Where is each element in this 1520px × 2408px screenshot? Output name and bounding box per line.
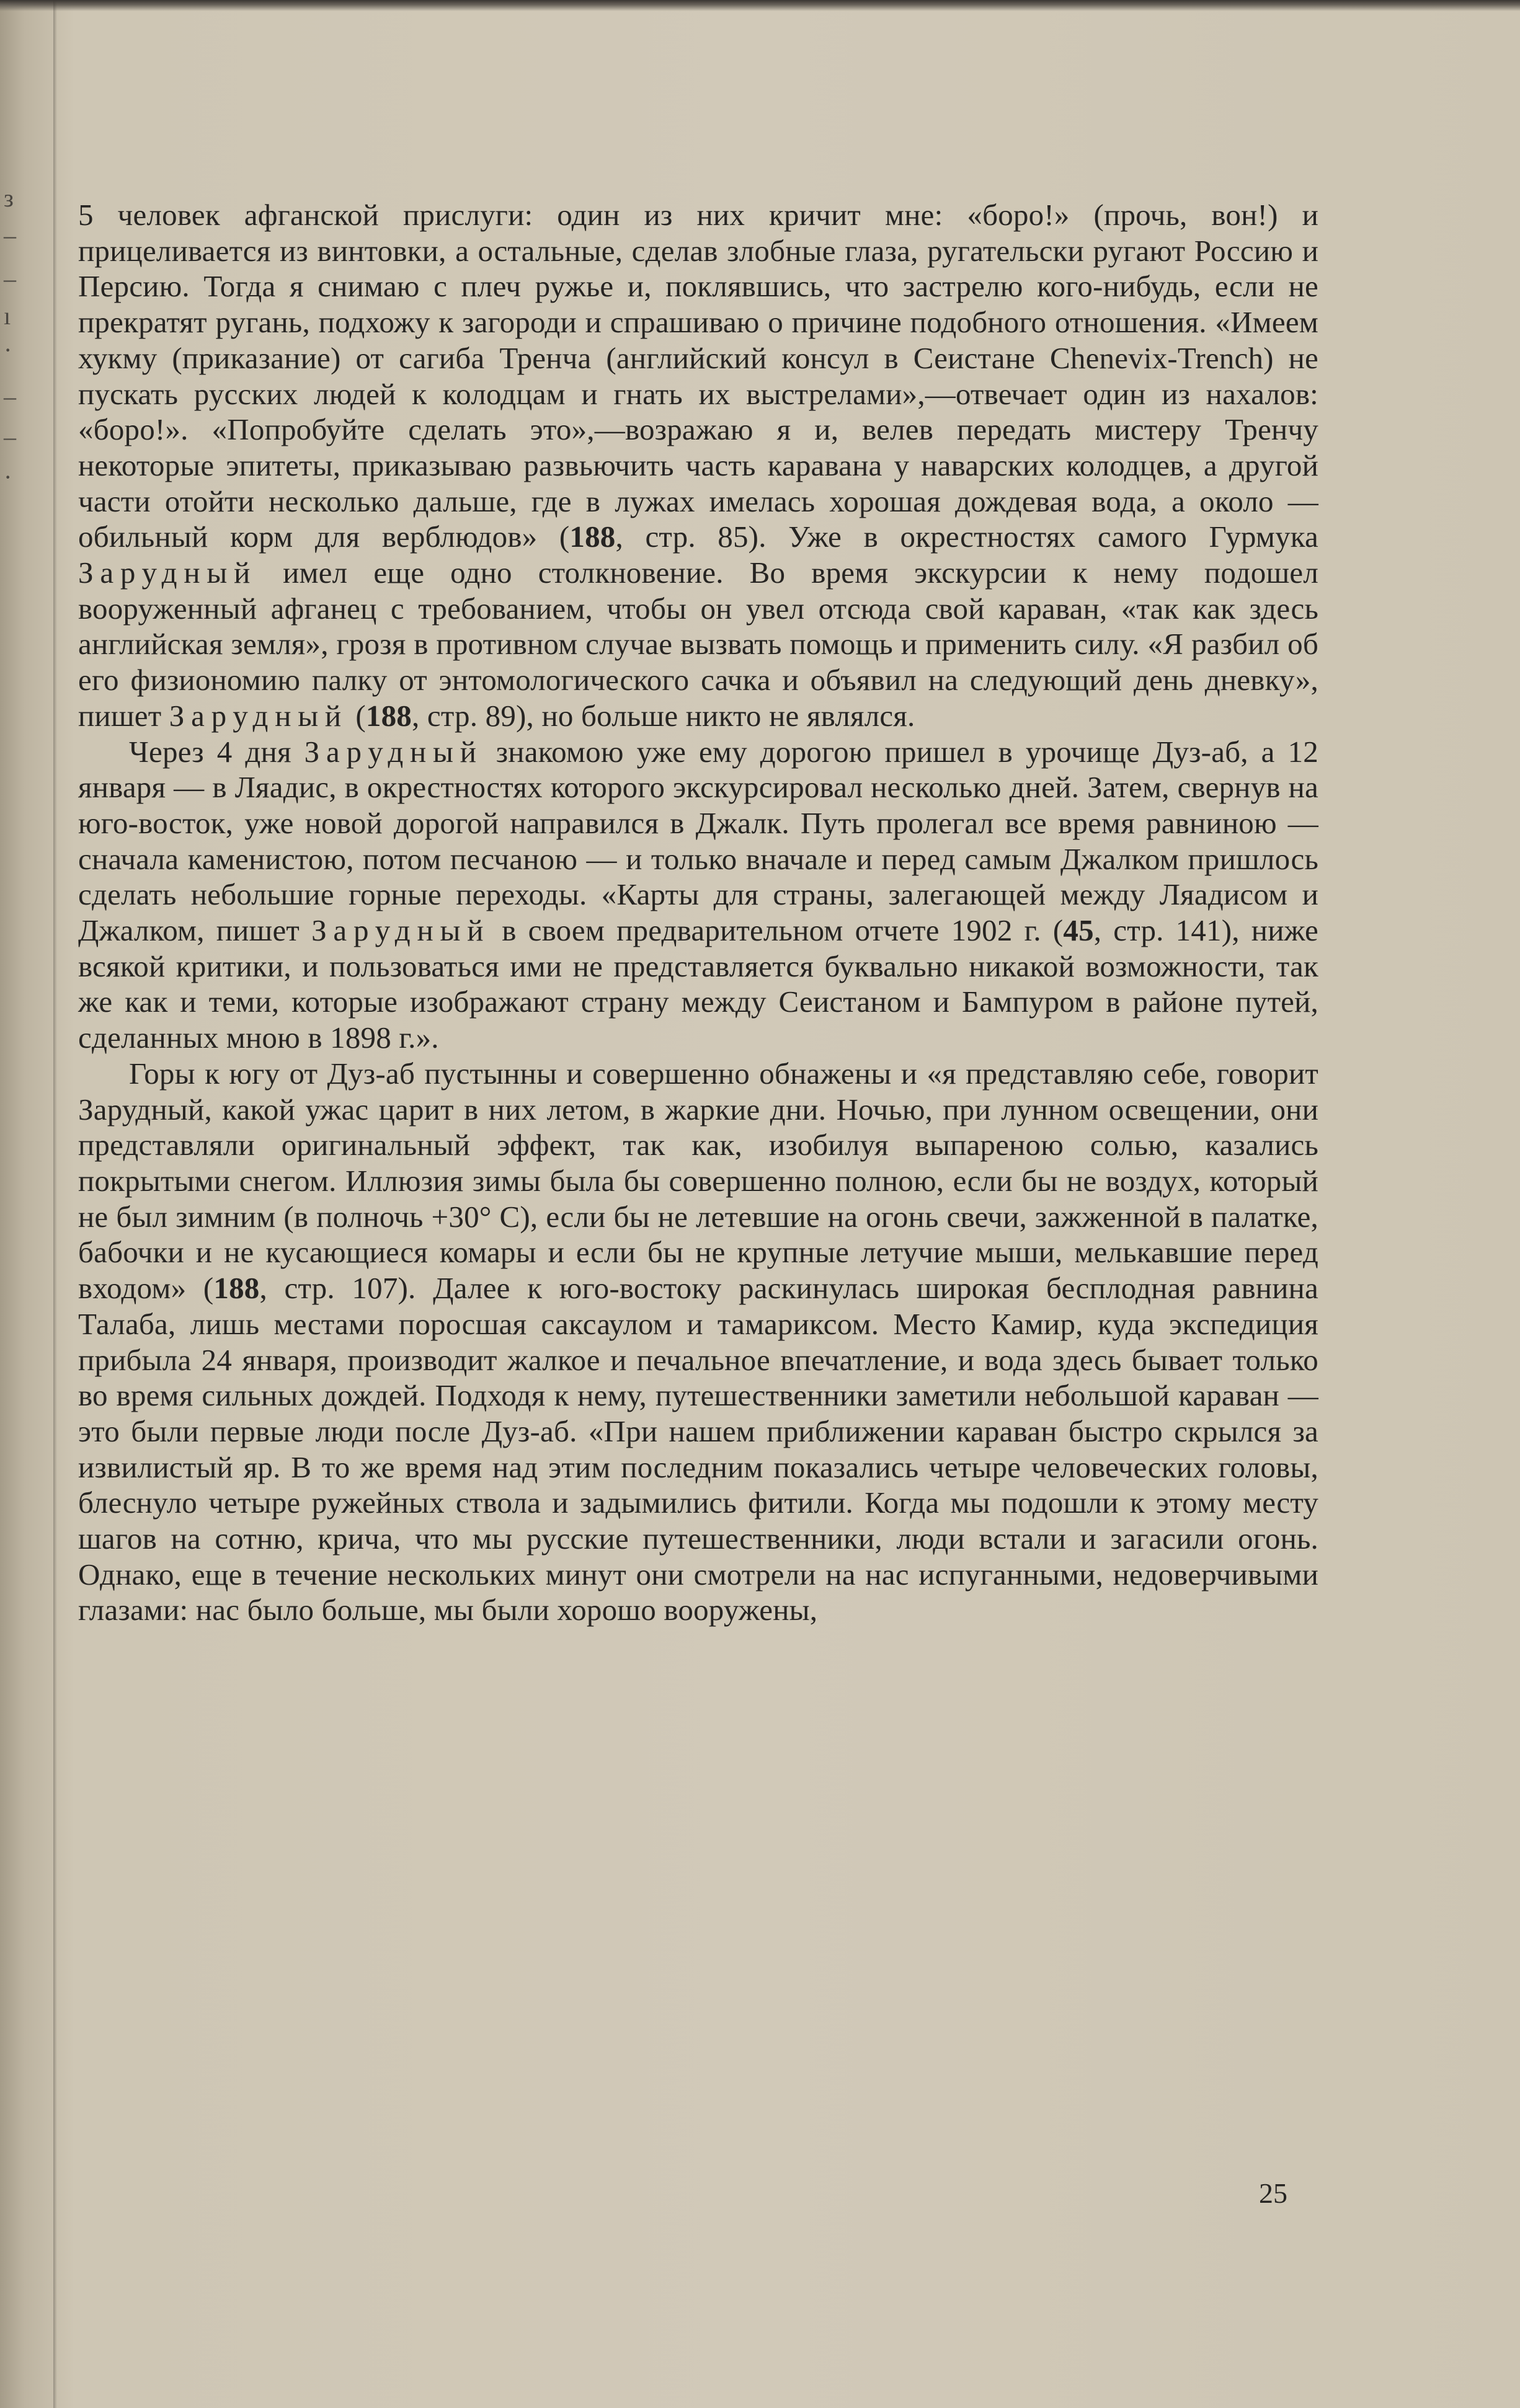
margin-mark: ·: [4, 336, 12, 364]
page-gutter-fold: [53, 0, 57, 2408]
text-run: , стр. 89), но больше никто не являлся.: [411, 698, 915, 733]
margin-mark: ·: [4, 463, 12, 491]
citation-number: 45: [1063, 913, 1094, 948]
body-text: [78, 197, 1318, 1628]
spaced-name: Зарудный: [304, 734, 483, 769]
text-run: , стр. 85). Уже в окрестностях самого Гурмука: [615, 520, 1318, 554]
margin-mark: –: [4, 265, 16, 293]
text-run: в своем предварительном отчете 1902 г. (: [490, 913, 1064, 948]
text-run: 5 человек афганской прислуги: один из них кричит мне: «боро!» (прочь, вон!) и прицеливается из винтовки, а остальные, сделав злобные глаза, ругательски ругают Россию и Персию. Тогда я снимаю с плеч ружье и, поклявшись, что застрелю кого-нибудь, если не прекратят ругань, подхожу к загороди и спрашиваю о причине подобного отношения. «Имеем хукму (приказание) от сагиба Тренча (английский консул в Сеистане Chenevix-Trench) не пускать русских людей к колодцам и гнать их выстрелами»,—отвечает один из нахалов: «боро!». «Попробуйте сделать это»,—возражаю я и, велев передать мистеру Тренчу некоторые эпитеты, приказываю развьючить часть каравана у наварских колодцев, а другой части отойти несколько дальше, где в лужах имелась хорошая дождевая вода, а около — обильный корм для верблюдов» (: [78, 198, 1318, 554]
page-top-edge-shadow: [0, 0, 1520, 11]
margin-mark: –: [4, 423, 16, 451]
text-run: , стр. 107). Далее к юго-востоку раскинулась широкая бесплодная равнина Талаба, лишь местами поросшая саксаулом и тамариксом. Место Камир, куда экспедиция прибыла 24 января, производит жалкое и печальное впечатление, и вода здесь бывает только во время сильных дождей. Подходя к нему, путешественники заметили небольшой караван — это были первые люди после Дуз-аб. «При нашем приближении караван быстро скрылся за извилистый яр. В то же время над этим последним показались четыре человеческих головы, блеснуло четыре ружейных ствола и задымились фитили. Когда мы подошли к этому месту шагов на сотню, крича, что мы русские путешественники, люди встали и загасили огонь. Однако, еще в течение нескольких минут они смотрели на нас испуганными, недоверчивыми глазами: нас было больше, мы были хорошо вооружены,: [78, 1271, 1318, 1627]
paragraph: [78, 1056, 1318, 1628]
spaced-name: Зарудный: [78, 556, 257, 590]
text-run: (: [347, 698, 366, 733]
text-run: имел еще одно столкновение. Во время экскурсии к нему подошел вооруженный афганец с требованием, чтобы он увел отсюда свой караван, «так как здесь английская земля», грозя в противном случае вызвать помощь и применить силу. «Я разбил об его физиономию палку от энтомологического сачка и объявил на следующий день дневку», пишет: [78, 556, 1318, 733]
text-run: , стр. 141), ниже всякой критики, и пользоваться ими не представляется буквально никакой возможности, так же как и теми, которые изображают страну между Сеистаном и Бампуром в районе путей, сделанных мною в 1898 г.».: [78, 913, 1318, 1055]
paragraph: [78, 197, 1318, 734]
margin-mark: ı: [4, 302, 11, 330]
page-number: 25: [1259, 2177, 1287, 2209]
text-run: Горы к югу от Дуз-аб пустынны и совершенно обнажены и «я представляю себе, говорит Зарудный, какой ужас царит в них летом, в жаркие дни. Ночью, при лунном освещении, они представляли оригинальный эффект, так как, изобилуя выпареною солью, казались покрытыми снегом. Иллюзия зимы была бы совершенно полною, если бы не воздух, который не был зимним (в полночь +30° С), если бы не летевшие на огонь свечи, зажженной в палатке, бабочки и не кусающиеся комары и если бы не крупные летучие мыши, мелькавшие перед входом» (: [78, 1056, 1318, 1306]
text-run: Через 4 дня: [129, 734, 304, 769]
citation-number: 188: [213, 1271, 260, 1306]
citation-number: 188: [569, 520, 616, 554]
spaced-name: Зарудный: [169, 698, 348, 733]
margin-mark: –: [4, 383, 16, 410]
spaced-name: Зарудный: [311, 913, 491, 948]
margin-mark: –: [4, 221, 16, 249]
margin-mark: з: [4, 184, 14, 212]
citation-number: 188: [365, 698, 412, 733]
paragraph: [78, 734, 1318, 1056]
text-run: знакомою уже ему дорогою пришел в урочище Дуз-аб, а 12 января — в Ляадис, в окрестностях которого экскурсировал несколько дней. Затем, свернув на юго-восток, уже новой дорогой направился в Джалк. Путь пролегал все время равниною — сначала каменистою, потом песчаною — и только вначале и перед самым Джалком пришлось сделать небольшие горные переходы. «Карты для страны, залегающей между Ляадисом и Джалком, пишет: [78, 734, 1318, 948]
